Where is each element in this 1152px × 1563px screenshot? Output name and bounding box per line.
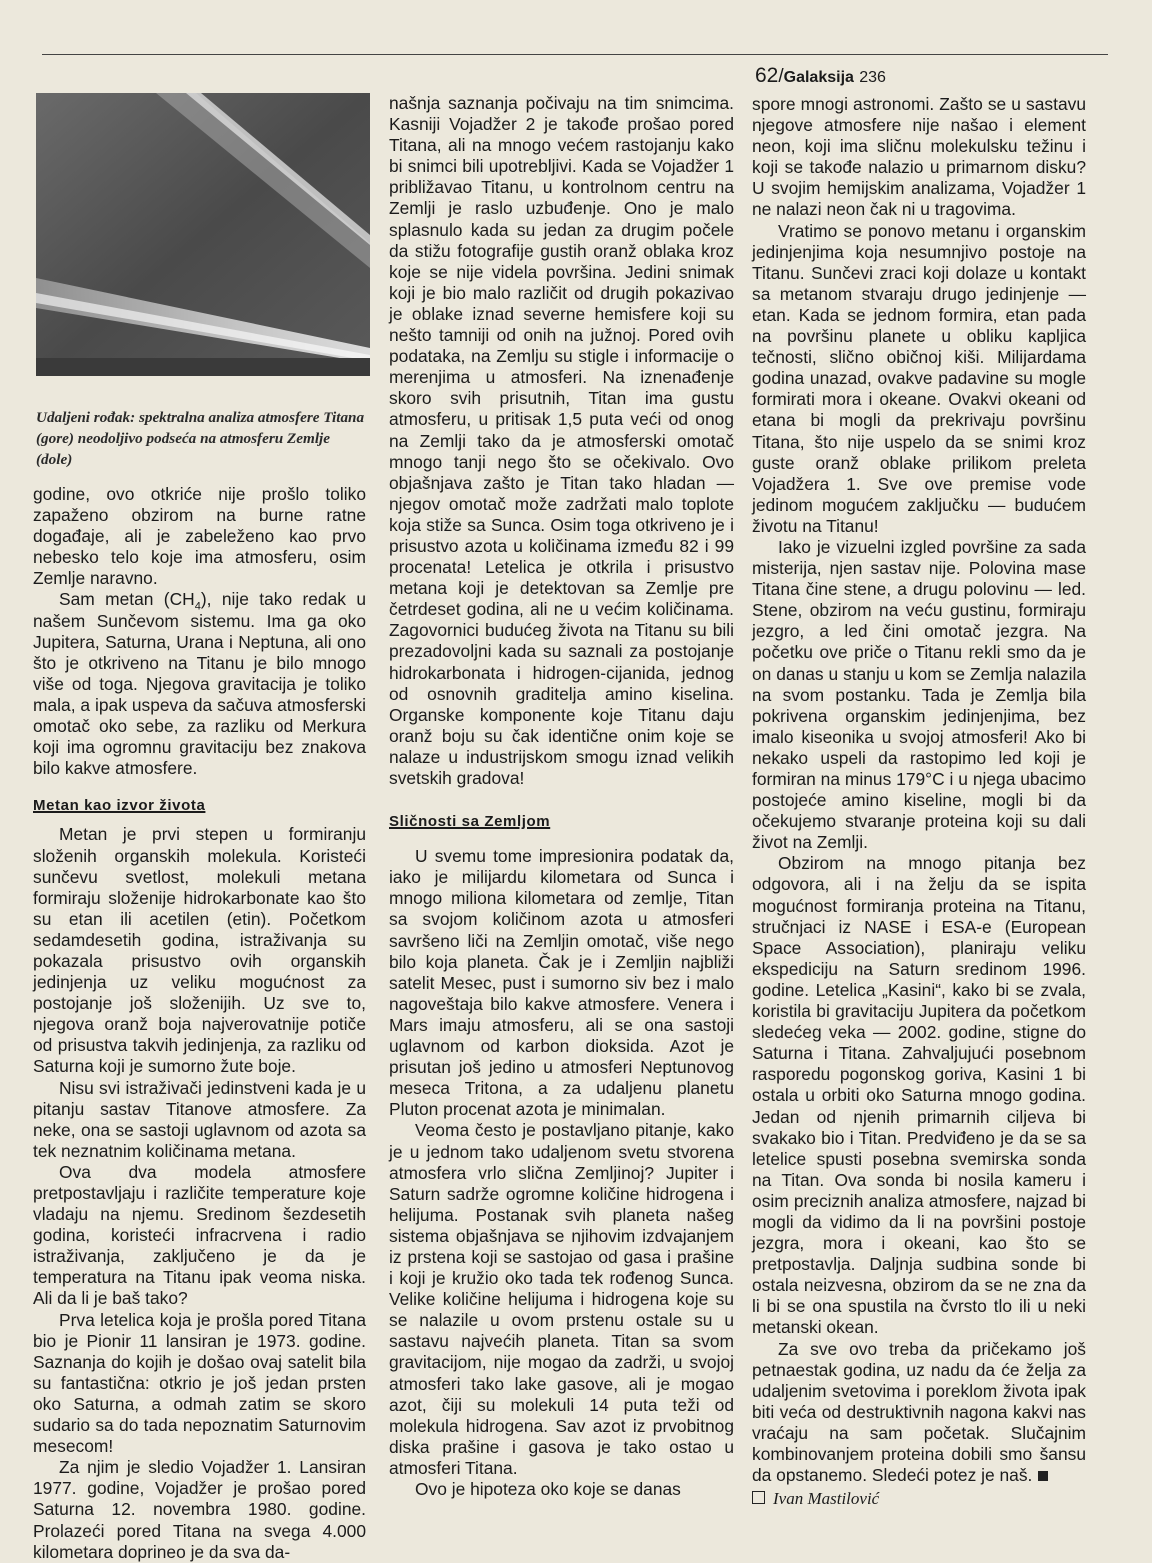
paragraph-final <box>752 1339 1086 1487</box>
top-rule <box>42 54 1108 55</box>
paragraph: spore mnogi astronomi. Zašto se u sastavu njegove atmosfere nije našao i element neon, koji ima sličnu molekulsku težinu i koji se takođe nalazio u primarnom disku? U svojim hemijskim analizama, Vojadžer 1 ne nalazi neon čak ni u tragovima. <box>752 94 1086 220</box>
paragraph-methane <box>33 589 366 779</box>
section-heading: Metan kao izvor života <box>33 797 206 815</box>
photo-caption: Udaljeni rođak: spektralna analiza atmosfere Titana (gore) neodoljivo podseća na atmosferu Zemlje (dole) <box>36 409 365 468</box>
paragraph: Ova dva modela atmosfere pretpostavljaju i različite temperature koje vladaju na njemu. Sredinom šezdesetih godina, koristeći infracrvena i radio istraživanja, zaključeno je da je temperatura na Titanu ipak veoma niska. Ali da li je baš tako? <box>33 1161 366 1309</box>
box-icon <box>752 1491 765 1504</box>
column-3 <box>752 94 1086 1509</box>
paragraph: Veoma često je postavljano pitanje, kako je u jednom tako udaljenom svetu stvorena atmosfera vrlo slična Zemljinoj? Jupiter i Saturn sadrže ogromne količine hidrogena i helijuma. Postanak svih planeta našeg sistema objašnjava se njihovim izdvajanjem iz prstena koji se sastojao od gasa i prašine i koji je kružio oko tada tek rođenog Sunca. Velike količine helijuma i hidrogena koje su se nalazile u ovom prstenu ostale su u sastavu najvećih planeta. Titan sa svom gravitacijom, nije mogao da zadrži, u svojoj atmosferi tako lake gasove, ali je mogao azot, čiji su molekuli 14 puta teži od molekula hidrogena. Sav azot iz prvobitnog diska prašine i gasova je tako ostao u atmosferi Titana. <box>389 1120 734 1478</box>
paragraph: Iako je vizuelni izgled površine za sada misterija, njen sastav nije. Polovina mase Titana čine stene, a drugu polovinu — led. Stene, obzirom na veću gustinu, formiraju jezgro, a led čini omotač jezgra. Na početku ove priče o Titanu rekli smo da je on danas u stanju u kom se Zemlja nalazila na svom postanku. Tada je Zemlja bila pokrivena organskim jedinjenjima, bez imalo kiseonika u svojoj atmosferi! Ako bi nekako uspeli da rastopimo led koji je formiran na minus 179°C i u njega ubacimo postojeće amino kiseline, mogli bi da očekujemo stvaranje proteina koji su dali život na Zemlji. <box>752 536 1086 853</box>
author-name: Ivan Mastilović <box>773 1489 880 1509</box>
magazine-name: Galaksija <box>783 69 854 86</box>
subscript: 4 <box>194 600 201 613</box>
paragraph: Prva letelica koja je prošla pored Titana bio je Pionir 11 lansiran je 1973. godine. Saznanja do kojih je došao ovaj satelit bila su fantastična: otkrio je još jedan prsten oko Saturna, a odmah zatim se skoro sudario sa do tada nepoznatim Saturnovim mesecom! <box>33 1309 366 1457</box>
spectral-analysis-photo <box>36 93 370 376</box>
paragraph: U svemu tome impresionira podatak da, iako je milijardu kilometara od Sunca i mnogo miliona kilometara od zemlje, Titan sa svojom količinom azota u atmosferi savršeno liči na Zemljin omotač, više nego bilo koja planeta. Čak je i Zemljin najbliži satelit Mesec, pust i sumorno siv bez i malo nagoveštaja bilo kakve atmosfere. Venera i Mars imaju atmosferu, ali se ona sastoji uglavnom od karbon dioksida. Azot je prisutan još jedino u atmosferi Neptunovog meseca Tritona, a za udaljenu planetu Pluton procenat azota je minimalan. <box>389 846 734 1120</box>
paragraph: godine, ovo otkriće nije prošlo toliko zapaženo obzirom na burne ratne događaje, ali je zabeleženo kao prvo nebesko telo koje ima atmosferu, osim Zemlje naravno. <box>33 484 366 589</box>
page-number: 62 <box>755 64 779 87</box>
paragraph: Nisu svi istraživači jedinstveni kada je u pitanju sastav Titanove atmosfere. Za neke, ona se sastoji uglavnom od azota sa tek neznatnim količinama metana. <box>33 1077 366 1161</box>
issue-number: 236 <box>859 69 886 86</box>
paragraph: Metan je prvi stepen u formiranju složenih organskih molekula. Koristeći sunčevu svetlost, molekuli metana formiraju složenije hidrokarbonate kao što su etan ili acetilen (etin). Početkom sedamdesetih godina, istraživanja su pokazala prisustvo ovih organskih jedinjenja uz veliku mogućnost za postojanje još složenijih. Uz sve to, njegova oranž boja najverovatnije potiče od prisustva takvih jedinjenja, za razliku od Saturna koji je sumorno žute boje. <box>33 824 366 1077</box>
paragraph: Ovo je hipoteza oko koje se danas <box>415 1479 681 1499</box>
slash: / <box>778 66 784 87</box>
text-span: Sam metan (CH <box>59 589 195 610</box>
author-byline <box>752 1488 1086 1509</box>
spectrum-image <box>36 93 370 376</box>
paragraph: Obzirom na mnogo pitanja bez odgovora, ali i na želju da se ispita mogućnost formiranja proteina na Titanu, stručnjaci iz NASE i ESA-e (European Space Association), planiraju veliku ekspediciju na Saturn sredinom 1996. godine. Letelica „Kasini“, kako bi se zvala, koristila bi gravitaciju Jupitera da početkom sledećeg veka — 2002. godine, stigne do Saturna i Titana. Zahvaljujući posebnom rasporedu pogonskog goriva, Kasini 1 bi ostala u orbiti oko Saturna mnogo godina. Jedan od njenih primarnih ciljeva bi svakako bio i Titan. Predviđeno je da se sa letelice spusti posebna svemirska sonda na Titan. Ova sonda bi nosila kameru i osim preciznih analiza atmosfere, najzad bi mogli da vidimo da li na površini postoje jezgra, mora i okeani, kao što se pretpostavlja. Daljnja sudbina sonde bi ostala neizvesna, obzirom da se ne zna da li bi se ona spustila na čvrsto tlo ili u neki metanski okean. <box>752 853 1086 1338</box>
page-header <box>755 64 886 88</box>
paragraph: Za njim je sledio Vojadžer 1. Lansiran 1977. godine, Vojadžer je prošao pored Saturna 12. novembra 1980. godine. Prolazeći pored Titana na svega 4.000 kilometara doprineo je da sva da- <box>33 1457 366 1562</box>
text-span: ), nije tako redak u našem Sunčevom sistemu. Ima ga oko Jupitera, Saturna, Urana i Neptuna, ali ono što je otkriveno na Titanu je bilo mnogo više od toga. Njegova gravitacija je toliko mala, a ipak uspeva da sačuva atmosferski omotač oko sebe, za razliku od Merkura koji ima ogromnu gravitaciju bez znakova bilo kakve atmosfere. <box>33 589 366 779</box>
column-2 <box>389 93 734 1500</box>
column-1 <box>33 484 366 1563</box>
end-mark-icon <box>1038 1471 1048 1481</box>
paragraph: Vratimo se ponovo metanu i organskim jedinjenjima koja nesumnjivo postoje na Titanu. Sunčevi zraci koji dolaze u kontakt sa metanom stvaraju drugo jedinjenje — etan. Kada se jednom formira, etan pada na površinu planete u obliku kapljica tečnosti, slično običnoj kiši. Milijardama godina unazad, ovakve padavine su mogle formirati mora i okeane. Ovakvi okeani od etana bi mogli da prekrivaju površinu Titana, što nije uspelo da se snimi kroz guste oranž oblake prilikom preleta Vojadžera 1. Sve ove premise vode jedinom mogućem zaključku — budućem životu na Titanu! <box>752 220 1086 536</box>
paragraph: našnja saznanja počivaju na tim snimcima. Kasniji Vojadžer 2 je takođe prošao pored Titana, ali na mnogo većem rastojanju kako bi snimci bili upotrebljivi. Kada se Vojadžer 1 približavao Titanu, u kontrolnom centru na Zemlji je raslo uzbuđenje. Ono je malo splasnulo kada su jedan za drugim počele da stižu fotografije gustih oranž oblaka kroz koje se nije videla površina. Jedini snimak koji je bio malo različit od drugih pokazivao je oblake iznad severne hemisfere koji su nešto tamniji od onih na južnoj. Pored ovih podataka, na Zemlju su stigle i informacije o merenjima u atmosferi. Na iznenađenje skoro svih prisutnih, Titan ima gustu atmosferu, u pritisak 1,5 puta veći od onog na Zemlji tako da je atmosferski omotač mnogo tanji nego što se očekivalo. Ovo objašnjava zašto je Titan tako hladan — njegov omotač može zadržati malo toplote koja stiže sa Sunca. Osim toga otkriveno je i prisustvo azota u količinama između 82 i 99 procenata! Letelica je otkrila i prisustvo metana koji je detektovan sa Zemlje pre četrdeset godina, ali ne u većim količinama. Zagovornici budućeg života na Titanu su bili prezadovoljni kada su saznali za postojanje hidrokarbonata i hidrogen-cijanida, jednog od osnovnih graditelja amino kiselina. Organske komponente koje Titanu daju oranž boju su čak identične onim koje se nalaze u industrijskom smogu iznad velikih svetskih gradova! <box>389 93 734 788</box>
section-heading: Sličnosti sa Zemljom <box>389 813 551 831</box>
text-span: Za sve ovo treba da pričekamo još petnaestak godina, uz nadu da će želja za udaljenim svetovima i poreklom života ipak biti veća od destruktivnih nagona kakvi nas vraćaju na sam početak. Slučajnim kombinovanjem proteina dobili smo šansu da opstanemo. Sledeći potez je naš. <box>752 1338 1086 1486</box>
